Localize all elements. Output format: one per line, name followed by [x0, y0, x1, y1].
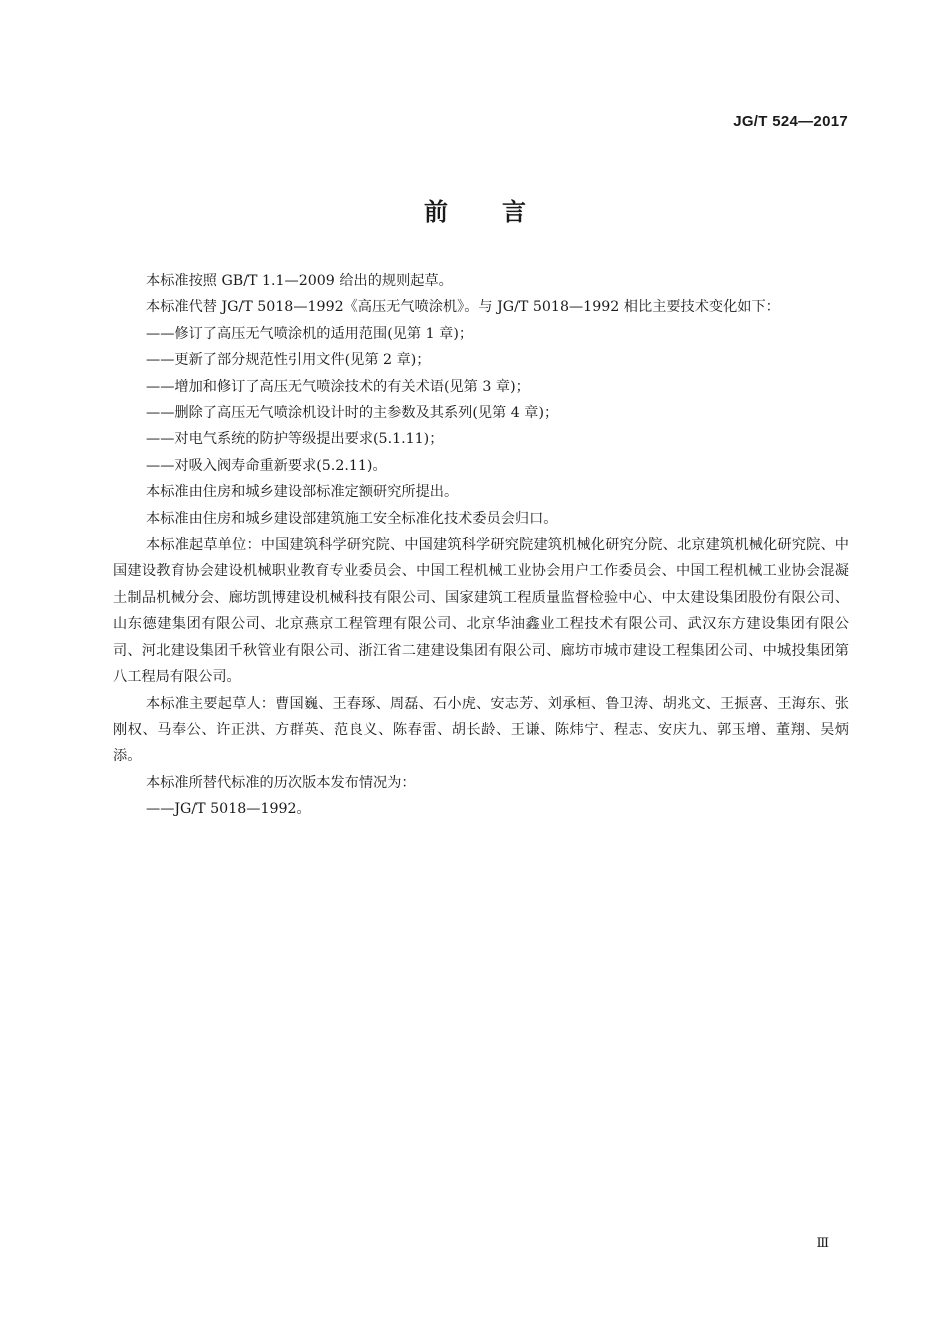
change-item: ——对吸入阀寿命重新要求(5.2.11)。 [146, 457, 387, 474]
document-body [113, 268, 849, 823]
change-item: ——更新了部分规范性引用文件(见第 2 章)； [146, 352, 431, 369]
paragraph-drafters: 本标准主要起草人：曹国巍、王春琢、周磊、石小虎、安志芳、刘承桓、鲁卫涛、胡兆文、王振喜、王海东、张刚权、马奉公、许正洪、方群英、范良义、陈春雷、胡长龄、王谦、陈炜宁、程志、安庆九、郭玉增、董翔、吴炳添。 [113, 695, 849, 765]
page-number: Ⅲ [816, 1236, 829, 1251]
change-item: ——对电气系统的防护等级提出要求(5.1.11)； [146, 431, 444, 448]
paragraph-replacement: 本标准代替 JG/T 5018—1992《高压无气喷涂机》。与 JG/T 5018—1992 相比主要技术变化如下： [146, 299, 780, 316]
standard-code: JG/T 524—2017 [733, 113, 848, 130]
change-item: ——删除了高压无气喷涂机设计时的主参数及其系列(见第 4 章)； [146, 405, 559, 422]
paragraph-administered-by: 本标准由住房和城乡建设部建筑施工安全标准化技术委员会归口。 [146, 510, 558, 527]
paragraph-history-intro: 本标准所替代标准的历次版本发布情况为： [146, 774, 416, 791]
page-title: 前言 [424, 198, 580, 226]
paragraph-drafting-rules: 本标准按照 GB/T 1.1—2009 给出的规则起草。 [146, 273, 453, 289]
paragraph-proposed-by: 本标准由住房和城乡建设部标准定额研究所提出。 [146, 484, 459, 501]
history-item: ——JG/T 5018—1992。 [146, 801, 311, 818]
change-item: ——修订了高压无气喷涂机的适用范围(见第 1 章)； [146, 325, 474, 342]
paragraph-drafting-units: 本标准起草单位：中国建筑科学研究院、中国建筑科学研究院建筑机械化研究分院、北京建筑机械化研究院、中国建设教育协会建设机械职业教育专业委员会、中国工程机械工业协会用户工作委员会、中国工程机械工业协会混凝土制品机械分会、廊坊凯博建设机械科技有限公司、国家建筑工程质量监督检验中心、中太建设集团股份有限公司、山东德建集团有限公司、北京燕京工程管理有限公司、北京华油鑫业工程技术有限公司、武汉东方建设集团有限公司、河北建设集团千秋管业有限公司、浙江省二建建设集团有限公司、廊坊市城市建设工程集团公司、中城投集团第八工程局有限公司。 [113, 537, 849, 686]
change-item: ——增加和修订了高压无气喷涂技术的有关术语(见第 3 章)； [146, 378, 530, 395]
